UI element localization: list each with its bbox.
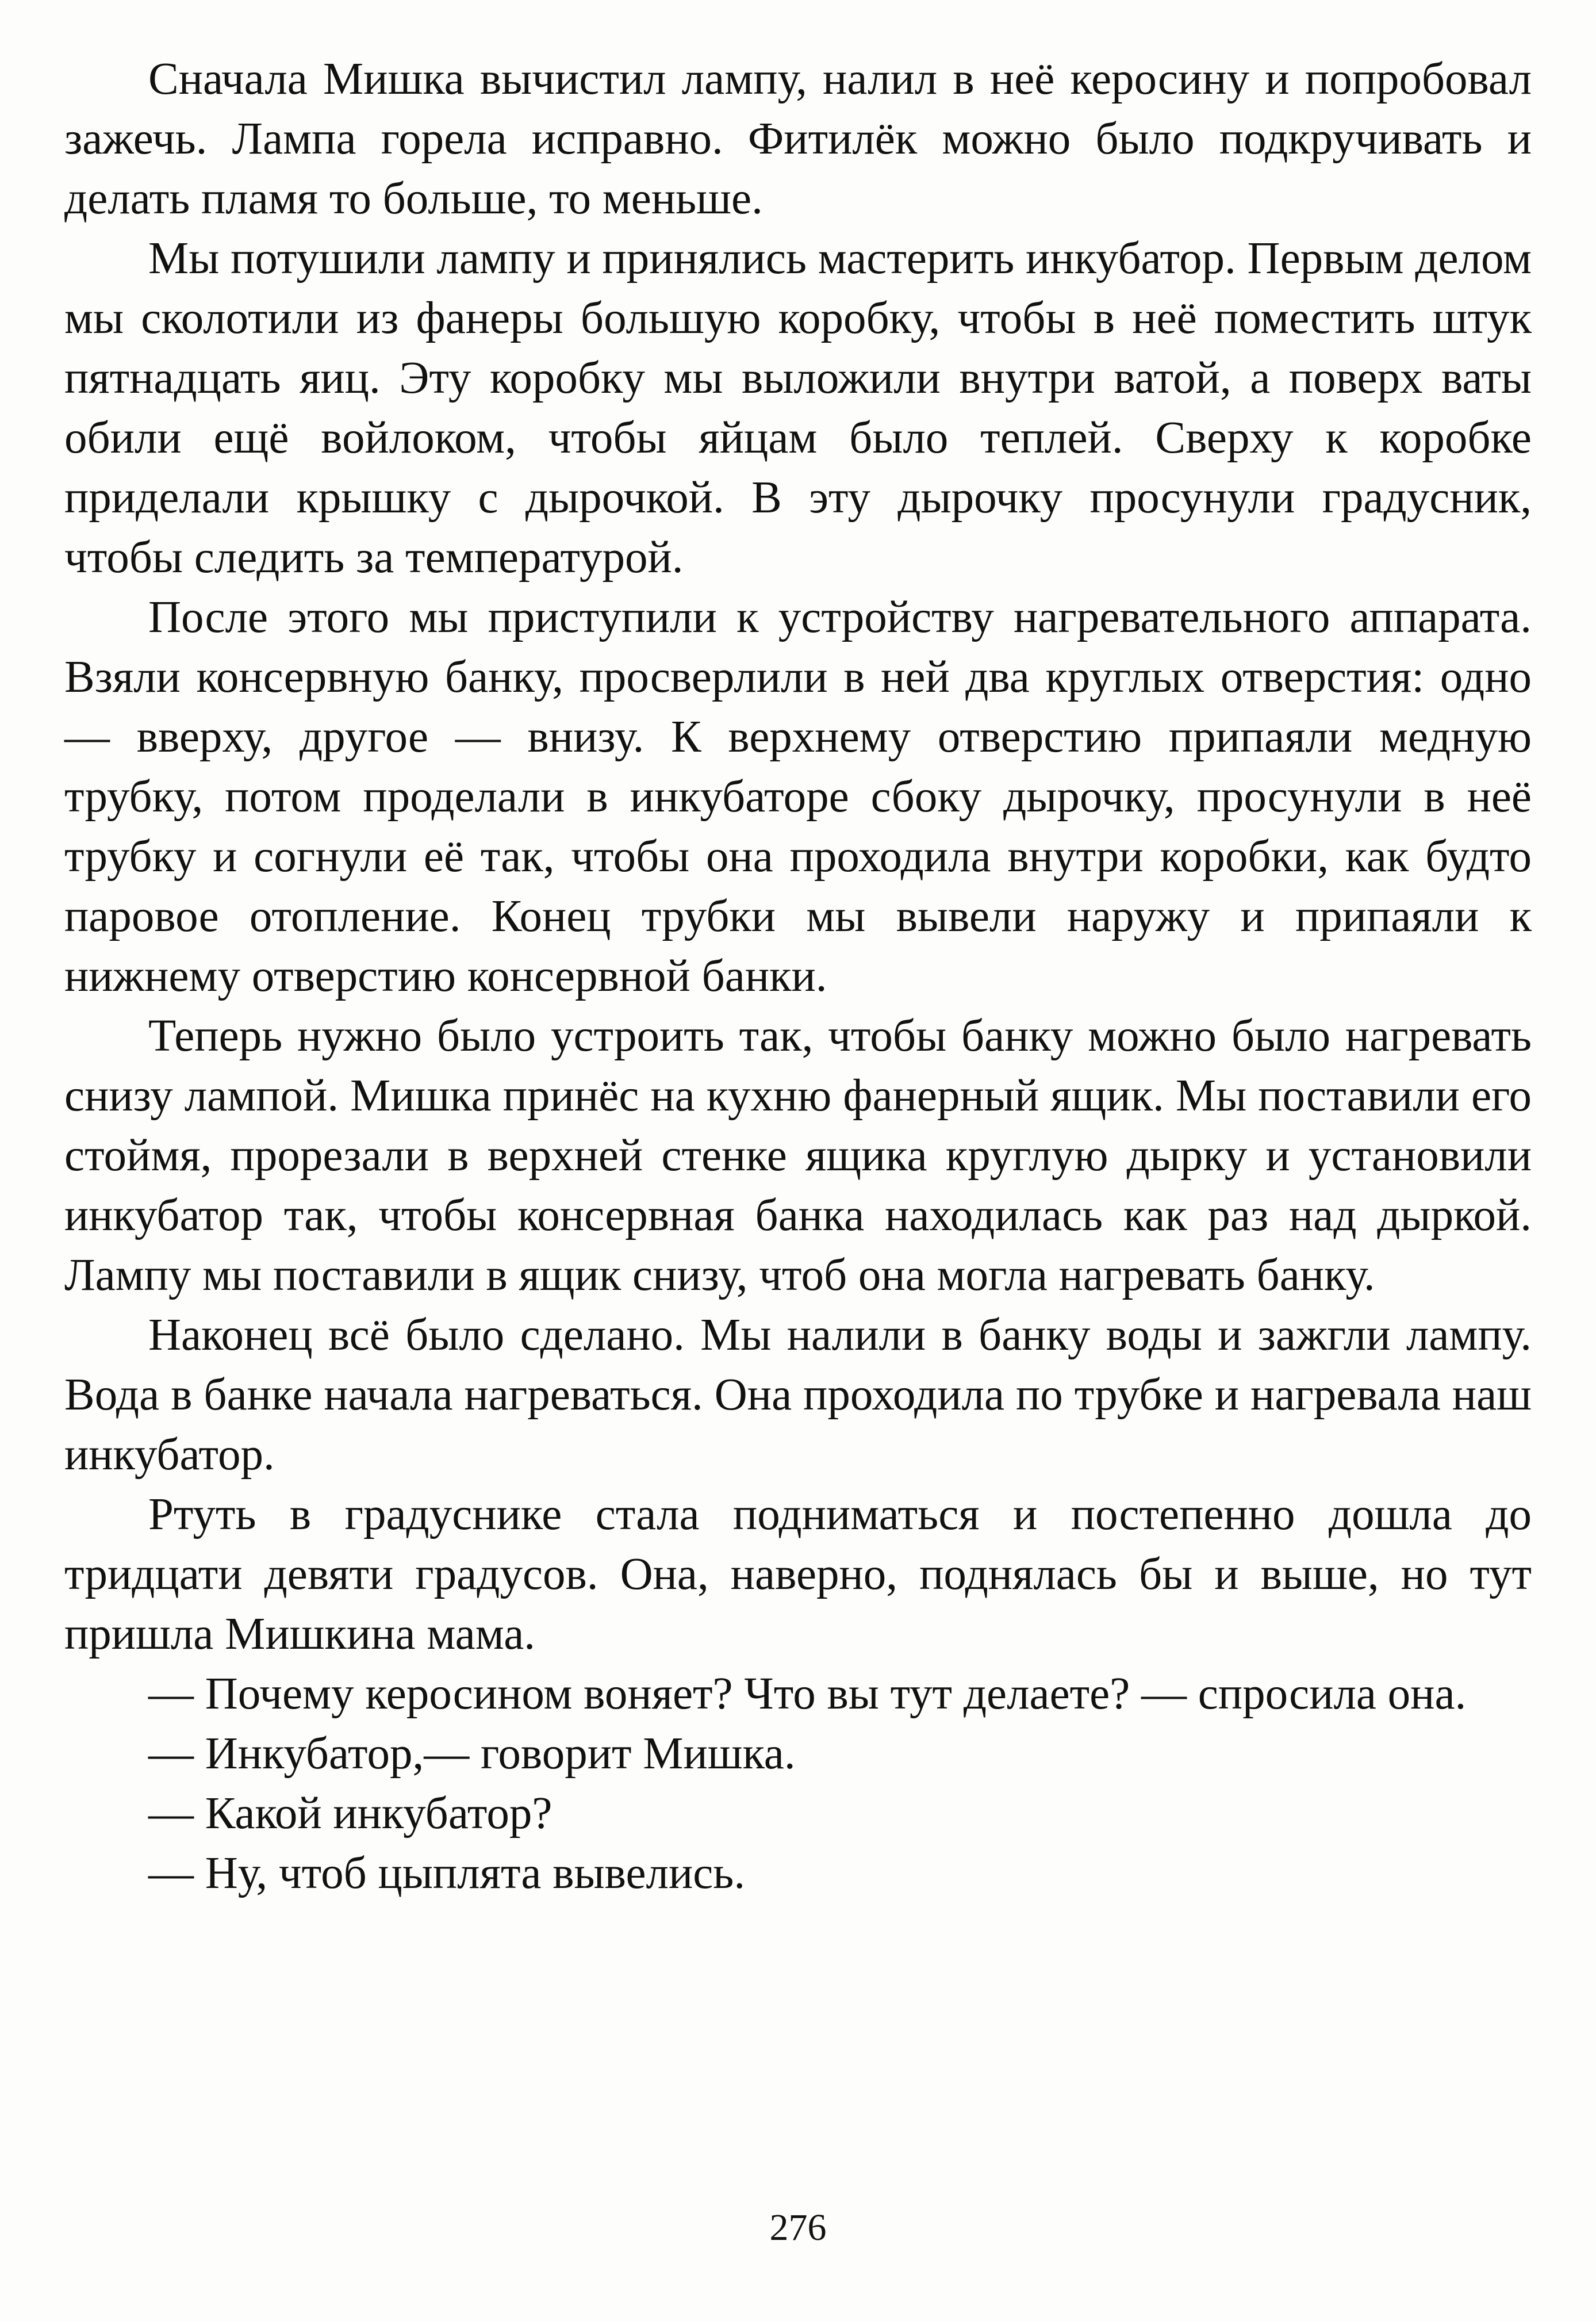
dialogue-line: — Инкубатор,— говорит Мишка. <box>148 1729 796 1779</box>
paragraph: Теперь нужно было устроить так, чтобы банку можно было нагревать снизу лампой. Мишка принёс на кухню фанерный ящик. Мы поставили его стоймя, прорезали в верхней стенке ящика круглую дырку и установили инкубатор так, чтобы консервная банка находилась как раз над дыркой. Лампу мы поставили в ящик снизу, чтоб она могла нагревать банку. <box>64 1011 1532 1300</box>
paragraph: Мы потушили лампу и принялись мастерить инкубатор. Первым делом мы сколотили из фанеры большую коробку, чтобы в неё поместить штук пятнадцать яиц. Эту коробку мы выложили внутри ватой, а поверх ваты обили ещё войлоком, чтобы яйцам было теплей. Сверху к коробке приделали крышку с дырочкой. В эту дырочку просунули градусник, чтобы следить за температурой. <box>64 233 1532 583</box>
dialogue-line: — Почему керосином воняет? Что вы тут делаете? — спросила она. <box>148 1669 1467 1719</box>
page-text <box>64 49 1532 1903</box>
paragraph: Сначала Мишка вычистил лампу, налил в неё керосину и попробовал зажечь. Лампа горела исправно. Фитилёк можно было подкручивать и делать пламя то больше, то меньше. <box>64 54 1532 224</box>
dialogue-line: — Ну, чтоб цыплята вывелись. <box>148 1848 746 1898</box>
paragraph: После этого мы приступили к устройству нагревательного аппарата. Взяли консервную банку, просверлили в ней два круглых отверстия: одно — вверху, другое — внизу. К верхнему отверстию припаяли медную трубку, потом проделали в инкубаторе сбоку дырочку, просунули в неё трубку и согнули её так, чтобы она проходила внутри коробки, как будто паровое отопление. Конец трубки мы вывели наружу и припаяли к нижнему отверстию консервной банки. <box>64 592 1532 1001</box>
paragraph: Ртуть в градуснике стала подниматься и постепенно дошла до тридцати девяти градусов. Она, наверно, поднялась бы и выше, но тут пришла Мишкина мама. <box>64 1489 1532 1659</box>
paragraph: Наконец всё было сделано. Мы налили в банку воды и зажгли лампу. Вода в банке начала нагреваться. Она проходила по трубке и нагревала наш инкубатор. <box>64 1310 1532 1480</box>
dialogue-line: — Какой инкубатор? <box>148 1788 553 1839</box>
page-number: 276 <box>769 2207 827 2249</box>
